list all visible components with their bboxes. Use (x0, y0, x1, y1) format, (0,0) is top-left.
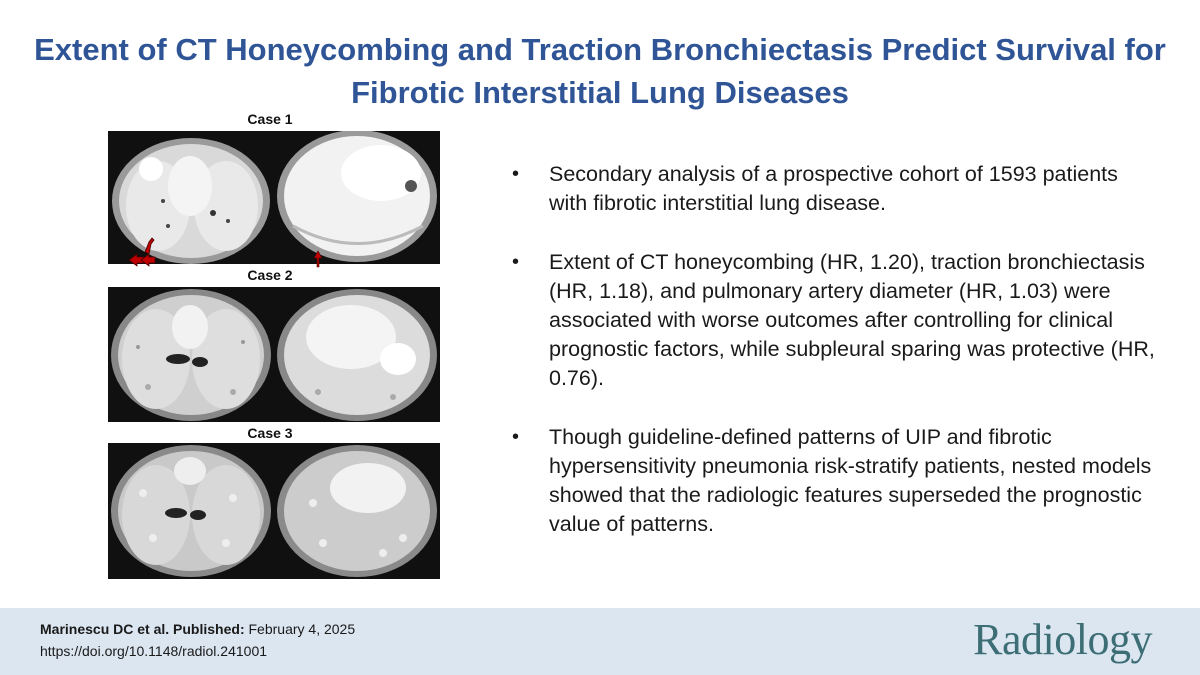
citation-doi-link[interactable]: https://doi.org/10.1148/radiol.241001 (40, 643, 268, 659)
case-2-ct-image-left (108, 287, 273, 422)
case-3-label: Case 3 (247, 425, 293, 441)
journal-logo: Radiology (973, 615, 1152, 664)
case-1-label: Case 1 (247, 111, 293, 127)
bullet-item (512, 248, 1162, 393)
title-line-2: Fibrotic Interstitial Lung Diseases (351, 75, 849, 110)
bullet-icon: • (512, 163, 520, 185)
slide-title (0, 28, 1200, 114)
summary-bullet-list (512, 160, 1162, 569)
citation-date: February 4, 2025 (248, 621, 356, 637)
case-1-arrow-icon (127, 230, 187, 268)
bullet-icon: • (512, 251, 520, 273)
bullet-text: Extent of CT honeycombing (HR, 1.20), traction bronchiectasis (HR, 1.18), and pulmonary artery diameter (HR, 1.03) were associated with worse outcomes after controlling for clinical prognostic factors, while subpleural sparing was protective (HR, 0.76). (549, 250, 1155, 390)
case-3-ct-image-left (108, 443, 273, 579)
title-line-1: Extent of CT Honeycombing and Traction Bronchiectasis Predict Survival for (34, 32, 1166, 67)
case-1-arrow-icon-right (312, 250, 324, 268)
citation (40, 618, 355, 662)
bullet-text: Though guideline-defined patterns of UIP and fibrotic hypersensitivity pneumonia risk-stratify patients, nested models showed that the radiologic features superseded the prognostic value of patterns. (549, 425, 1152, 536)
bullet-item (512, 160, 1162, 218)
footer-bar (0, 608, 1200, 675)
bullet-item (512, 423, 1162, 539)
case-2-label: Case 2 (247, 267, 293, 283)
bullet-icon: • (512, 426, 520, 448)
citation-authors: Marinescu DC et al. Published: (40, 621, 245, 637)
case-2-ct-image-right (273, 287, 440, 422)
case-3-ct-image-right (273, 443, 440, 579)
bullet-text: Secondary analysis of a prospective cohort of 1593 patients with fibrotic interstitial lung disease. (549, 162, 1118, 215)
case-1-ct-image-right (273, 131, 440, 264)
